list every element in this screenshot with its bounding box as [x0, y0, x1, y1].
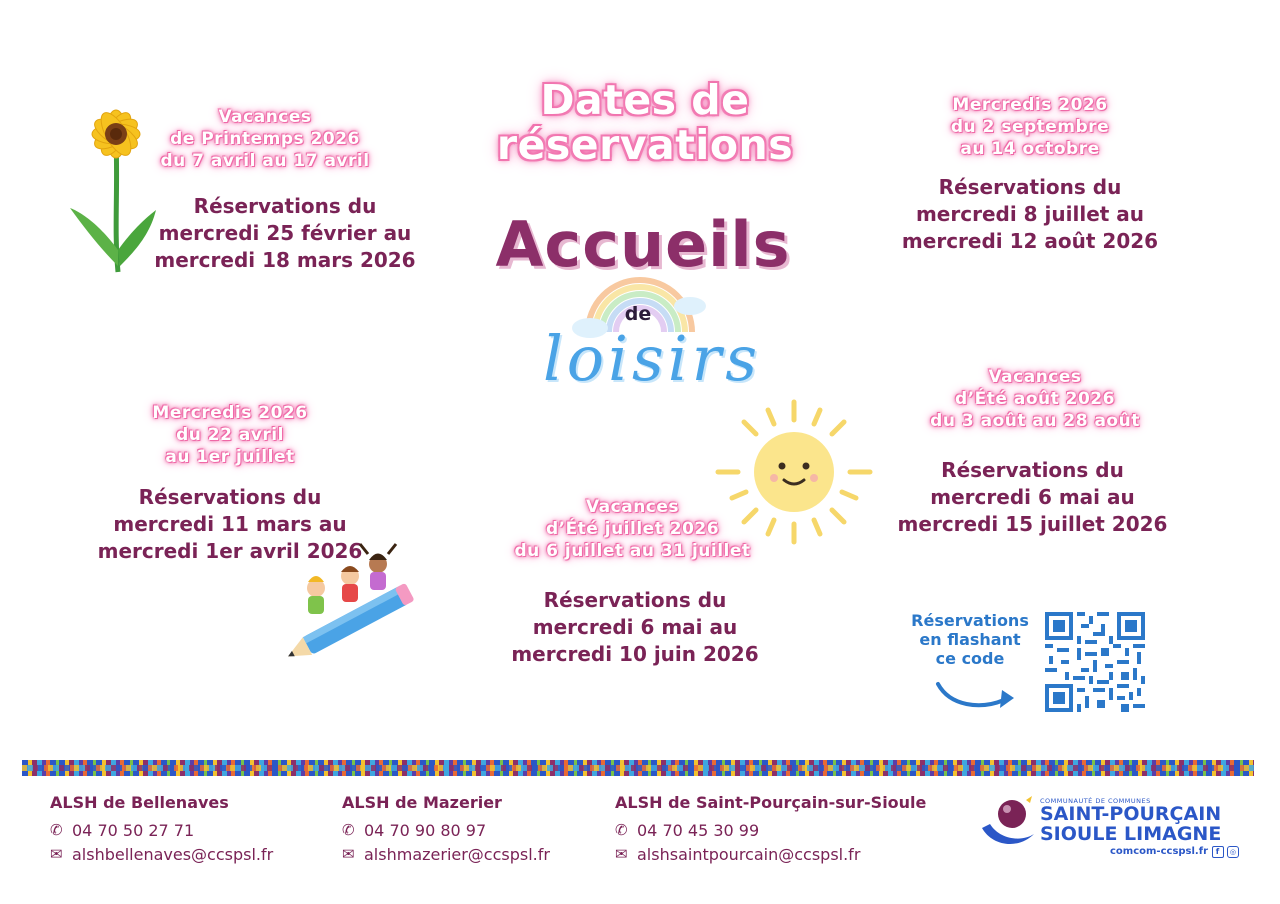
- centre-name: ALSH de Saint-Pourçain-sur-Sioule: [615, 793, 927, 812]
- email-address[interactable]: alshmazerier@ccspsl.fr: [364, 844, 550, 864]
- website-text[interactable]: comcom-ccspsl.fr: [1110, 846, 1209, 857]
- instagram-icon[interactable]: ◎: [1227, 846, 1239, 858]
- period-wednesdays-spring-heading: [115, 402, 345, 468]
- heading-line: du 2 septembre: [950, 117, 1110, 138]
- reservation-line: mercredi 11 mars au: [113, 512, 347, 536]
- email-line: [615, 842, 926, 866]
- heading-line: du 6 juillet au 31 juillet: [514, 541, 751, 562]
- phone-icon: ✆: [50, 821, 63, 839]
- email-icon: ✉: [50, 845, 63, 863]
- email-line: [50, 842, 273, 866]
- logo-line: SIOULE LIMAGNE: [1040, 822, 1222, 845]
- reservation-line: Réservations du: [938, 175, 1122, 199]
- period-wednesdays-autumn-reservations: [880, 174, 1180, 255]
- heading-line: Mercredis 2026: [152, 403, 308, 423]
- phone-number[interactable]: 04 70 50 27 71: [72, 820, 195, 840]
- heading-line: au 14 octobre: [960, 139, 1100, 160]
- period-summer-august-heading: [905, 366, 1165, 432]
- heading-line: Vacances: [585, 497, 680, 517]
- heading-line: du 3 août au 28 août: [930, 411, 1140, 432]
- centre-name: ALSH de Bellenaves: [50, 793, 229, 812]
- reservation-line: mercredi 10 juin 2026: [511, 642, 759, 666]
- title-line-2: réservations: [496, 121, 794, 170]
- heading-line: Vacances: [988, 367, 1082, 387]
- de-word: de: [624, 303, 652, 325]
- phone-icon: ✆: [615, 821, 628, 839]
- community-website[interactable]: [1110, 846, 1239, 858]
- email-line: [342, 842, 550, 866]
- decorative-stripe: [22, 760, 1254, 776]
- period-summer-july-reservations: [490, 587, 780, 668]
- reservation-line: Réservations du: [941, 458, 1124, 482]
- reservation-line: Réservations du: [193, 194, 377, 218]
- loisirs-script: loisirs: [542, 322, 762, 395]
- phone-number[interactable]: 04 70 45 30 99: [637, 820, 760, 840]
- period-wednesdays-autumn-heading: [915, 94, 1145, 160]
- centre-mazerier: [342, 793, 550, 866]
- title-line-1: Dates de: [540, 76, 750, 124]
- community-logo-name: [1040, 805, 1221, 845]
- reservation-line: mercredi 12 août 2026: [901, 229, 1159, 253]
- kids-on-pencil-illustration: [278, 540, 418, 658]
- reservation-line: mercredi 25 février au: [158, 221, 412, 245]
- period-spring-reservations: [140, 193, 430, 274]
- heading-line: du 7 avril au 17 avril: [160, 151, 370, 172]
- heading-line: Vacances: [218, 107, 312, 127]
- centre-bellenaves: [50, 793, 273, 866]
- heading-line: d’Été juillet 2026: [545, 519, 720, 540]
- period-spring-heading: [150, 106, 380, 172]
- reservation-line: mercredi 18 mars 2026: [154, 248, 416, 272]
- reservation-line: mercredi 1er avril 2026: [97, 539, 363, 563]
- reservation-line: mercredi 8 juillet au: [915, 202, 1145, 226]
- community-logo-small-text: COMMUNAUTÉ DE COMMUNES: [1040, 797, 1151, 805]
- email-address[interactable]: alshbellenaves@ccspsl.fr: [72, 844, 274, 864]
- reservation-line: mercredi 15 juillet 2026: [897, 512, 1168, 536]
- qr-callout-line: Réservations: [911, 611, 1029, 630]
- email-icon: ✉: [615, 845, 628, 863]
- period-summer-august-reservations: [880, 457, 1185, 538]
- flower-illustration: [66, 100, 166, 278]
- page-title: [440, 78, 850, 168]
- qr-callout-line: ce code: [935, 648, 1005, 668]
- phone-line: [50, 818, 273, 842]
- accueils-title: Accueils: [495, 208, 791, 281]
- qr-callout-line: en flashant: [919, 629, 1021, 649]
- heading-line: de Printemps 2026: [170, 129, 360, 150]
- heading-line: d’Été août 2026: [955, 389, 1115, 410]
- email-address[interactable]: alshsaintpourcain@ccspsl.fr: [637, 844, 861, 864]
- phone-number[interactable]: 04 70 90 80 97: [364, 820, 487, 840]
- phone-line: [342, 818, 550, 842]
- heading-line: du 22 avril: [176, 425, 284, 446]
- reservation-line: mercredi 6 mai au: [930, 485, 1135, 509]
- reservation-line: Réservations du: [138, 485, 322, 509]
- reservation-line: mercredi 6 mai au: [532, 615, 738, 639]
- centre-saint-pourcain: [615, 793, 926, 866]
- reservation-line: Réservations du: [543, 588, 727, 612]
- arrow-right-icon: [932, 676, 1016, 716]
- email-icon: ✉: [342, 845, 355, 863]
- heading-line: au 1er juillet: [165, 447, 295, 468]
- period-summer-july-heading: [495, 496, 770, 562]
- phone-icon: ✆: [342, 821, 355, 839]
- qr-code[interactable]: [1044, 612, 1146, 712]
- facebook-icon[interactable]: f: [1212, 846, 1224, 858]
- centre-name: ALSH de Mazerier: [342, 793, 502, 812]
- phone-line: [615, 818, 926, 842]
- logo-line: SAINT-POURÇAIN: [1040, 803, 1222, 825]
- community-logo-mark: [978, 794, 1038, 850]
- qr-callout-text: [900, 612, 1040, 669]
- heading-line: Mercredis 2026: [952, 95, 1108, 115]
